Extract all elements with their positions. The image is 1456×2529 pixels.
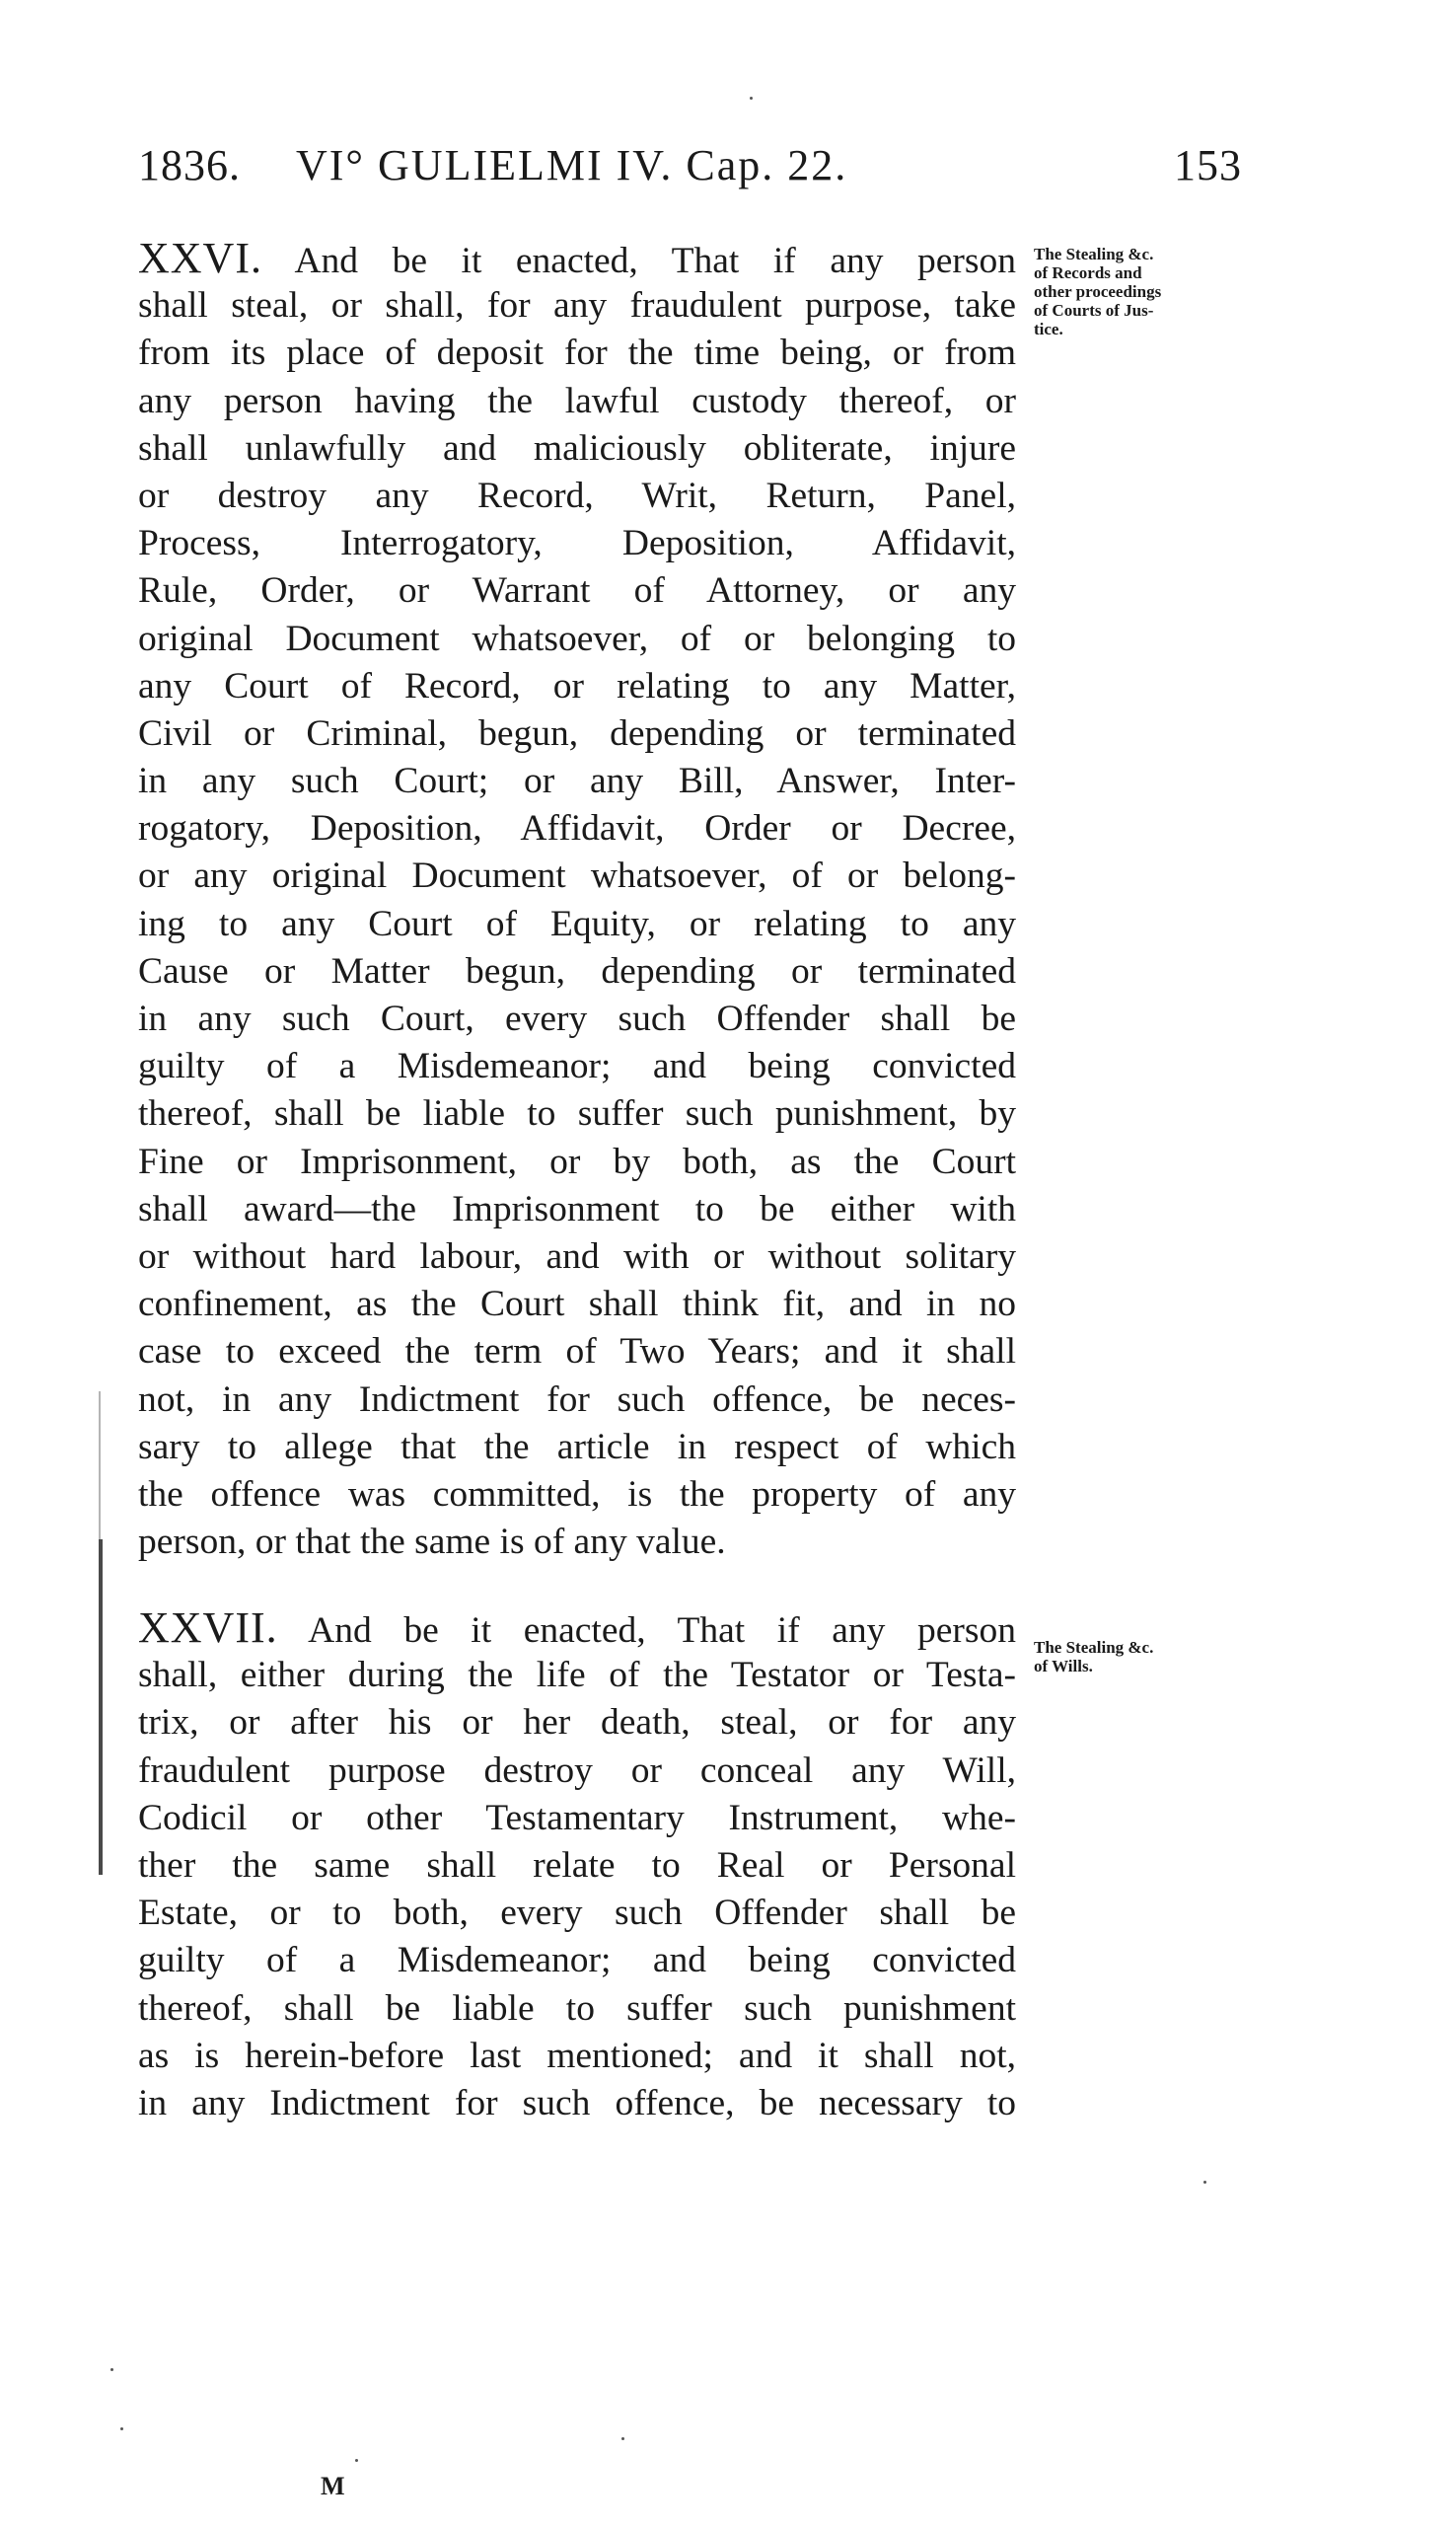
section-line: case to exceed the term of Two Years; and it shall [138, 1331, 1016, 1373]
margin-note-stealing-wills [1034, 1638, 1221, 1675]
margin-note-line: other proceedings [1034, 282, 1162, 301]
section-line: shall award—the Imprisonment to be either with [138, 1188, 1016, 1229]
margin-note-line: of Wills. [1034, 1657, 1093, 1675]
section-line: thereof, shall be liable to suffer such punishment, by [138, 1093, 1016, 1135]
signature-mark: M [321, 2472, 345, 2500]
scan-speck [120, 2427, 123, 2430]
binding-edge-shadow [99, 1539, 103, 1875]
section-line: or destroy any Record, Writ, Return, Panel, [138, 475, 1016, 516]
section-line [138, 235, 1016, 282]
section-line: person, or that the same is of any value. [138, 1522, 726, 1563]
scan-speck [355, 2459, 358, 2462]
section-xxvii [138, 1604, 1016, 2127]
section-number: XXVII. [138, 1603, 278, 1652]
scan-speck [110, 2368, 113, 2371]
section-number: XXVI. [138, 234, 262, 282]
section-line: rogatory, Deposition, Affidavit, Order or Decree, [138, 808, 1016, 850]
section-line: Codicil or other Testamentary Instrument, whe- [138, 1797, 1016, 1838]
section-line-text: And be it enacted, That if any person [308, 1610, 1016, 1651]
section-line: any person having the lawful custody thereof, or [138, 380, 1016, 421]
section-line: Rule, Order, or Warrant of Attorney, or any [138, 570, 1016, 612]
margin-note-line: tice. [1034, 320, 1063, 338]
section-line: or any original Document whatsoever, of or belong- [138, 855, 1016, 897]
header-year: 1836. [138, 141, 241, 189]
section-line: thereof, shall be liable to suffer such punishment [138, 1987, 1016, 2029]
section-line: shall steal, or shall, for any fraudulent purpose, take [138, 285, 1016, 327]
scan-speck [621, 2437, 624, 2440]
section-line: confinement, as the Court shall think fit, and in no [138, 1284, 1016, 1325]
section-line [138, 1604, 1016, 1652]
margin-note-line: The Stealing &c. [1034, 245, 1154, 263]
section-line: in any such Court; or any Bill, Answer, Inter- [138, 761, 1016, 802]
section-line: or without hard labour, and with or without solitary [138, 1235, 1016, 1277]
section-xxvi [138, 235, 1016, 1566]
section-line: the offence was committed, is the property of any [138, 1473, 1016, 1515]
section-line: not, in any Indictment for such offence, be neces- [138, 1378, 1016, 1420]
section-line: Estate, or to both, every such Offender shall be [138, 1893, 1016, 1934]
margin-note-line: of Records and [1034, 263, 1142, 282]
section-line: trix, or after his or her death, steal, or for any [138, 1702, 1016, 1744]
section-line: in any Indictment for such offence, be necessary to [138, 2082, 1016, 2123]
margin-note-stealing-records [1034, 245, 1221, 338]
running-title: VI° GULIELMI IV. Cap. 22. [296, 141, 848, 189]
page-header [138, 140, 1242, 199]
section-line: any Court of Record, or relating to any Matter, [138, 665, 1016, 707]
scan-speck [1203, 2181, 1206, 2184]
section-line: ther the same shall relate to Real or Personal [138, 1844, 1016, 1886]
section-line: sary to allege that the article in respect of which [138, 1426, 1016, 1467]
section-line: guilty of a Misdemeanor; and being convicted [138, 1046, 1016, 1087]
section-line: Process, Interrogatory, Deposition, Affidavit, [138, 523, 1016, 564]
section-line: from its place of deposit for the time being, or from [138, 333, 1016, 374]
section-line: guilty of a Misdemeanor; and being convicted [138, 1940, 1016, 1981]
page-number: 153 [1174, 141, 1242, 189]
scan-speck [750, 97, 753, 100]
section-line: Civil or Criminal, begun, depending or terminated [138, 712, 1016, 754]
margin-note-line: The Stealing &c. [1034, 1638, 1154, 1657]
section-line: shall, either during the life of the Testator or Testa- [138, 1655, 1016, 1696]
binding-edge-shadow [99, 1391, 101, 1539]
section-line: original Document whatsoever, of or belonging to [138, 618, 1016, 659]
margin-note-line: of Courts of Jus- [1034, 301, 1154, 320]
section-line: in any such Court, every such Offender shall be [138, 999, 1016, 1039]
section-line-text: And be it enacted, That if any person [294, 241, 1016, 281]
section-line: fraudulent purpose destroy or conceal any Will, [138, 1749, 1016, 1791]
section-line: ing to any Court of Equity, or relating to any [138, 903, 1016, 944]
section-line: Fine or Imprisonment, or by both, as the Court [138, 1141, 1016, 1182]
section-line: as is herein-before last mentioned; and it shall not, [138, 2035, 1016, 2076]
section-line: Cause or Matter begun, depending or terminated [138, 950, 1016, 992]
section-line: shall unlawfully and maliciously obliterate, injure [138, 427, 1016, 469]
